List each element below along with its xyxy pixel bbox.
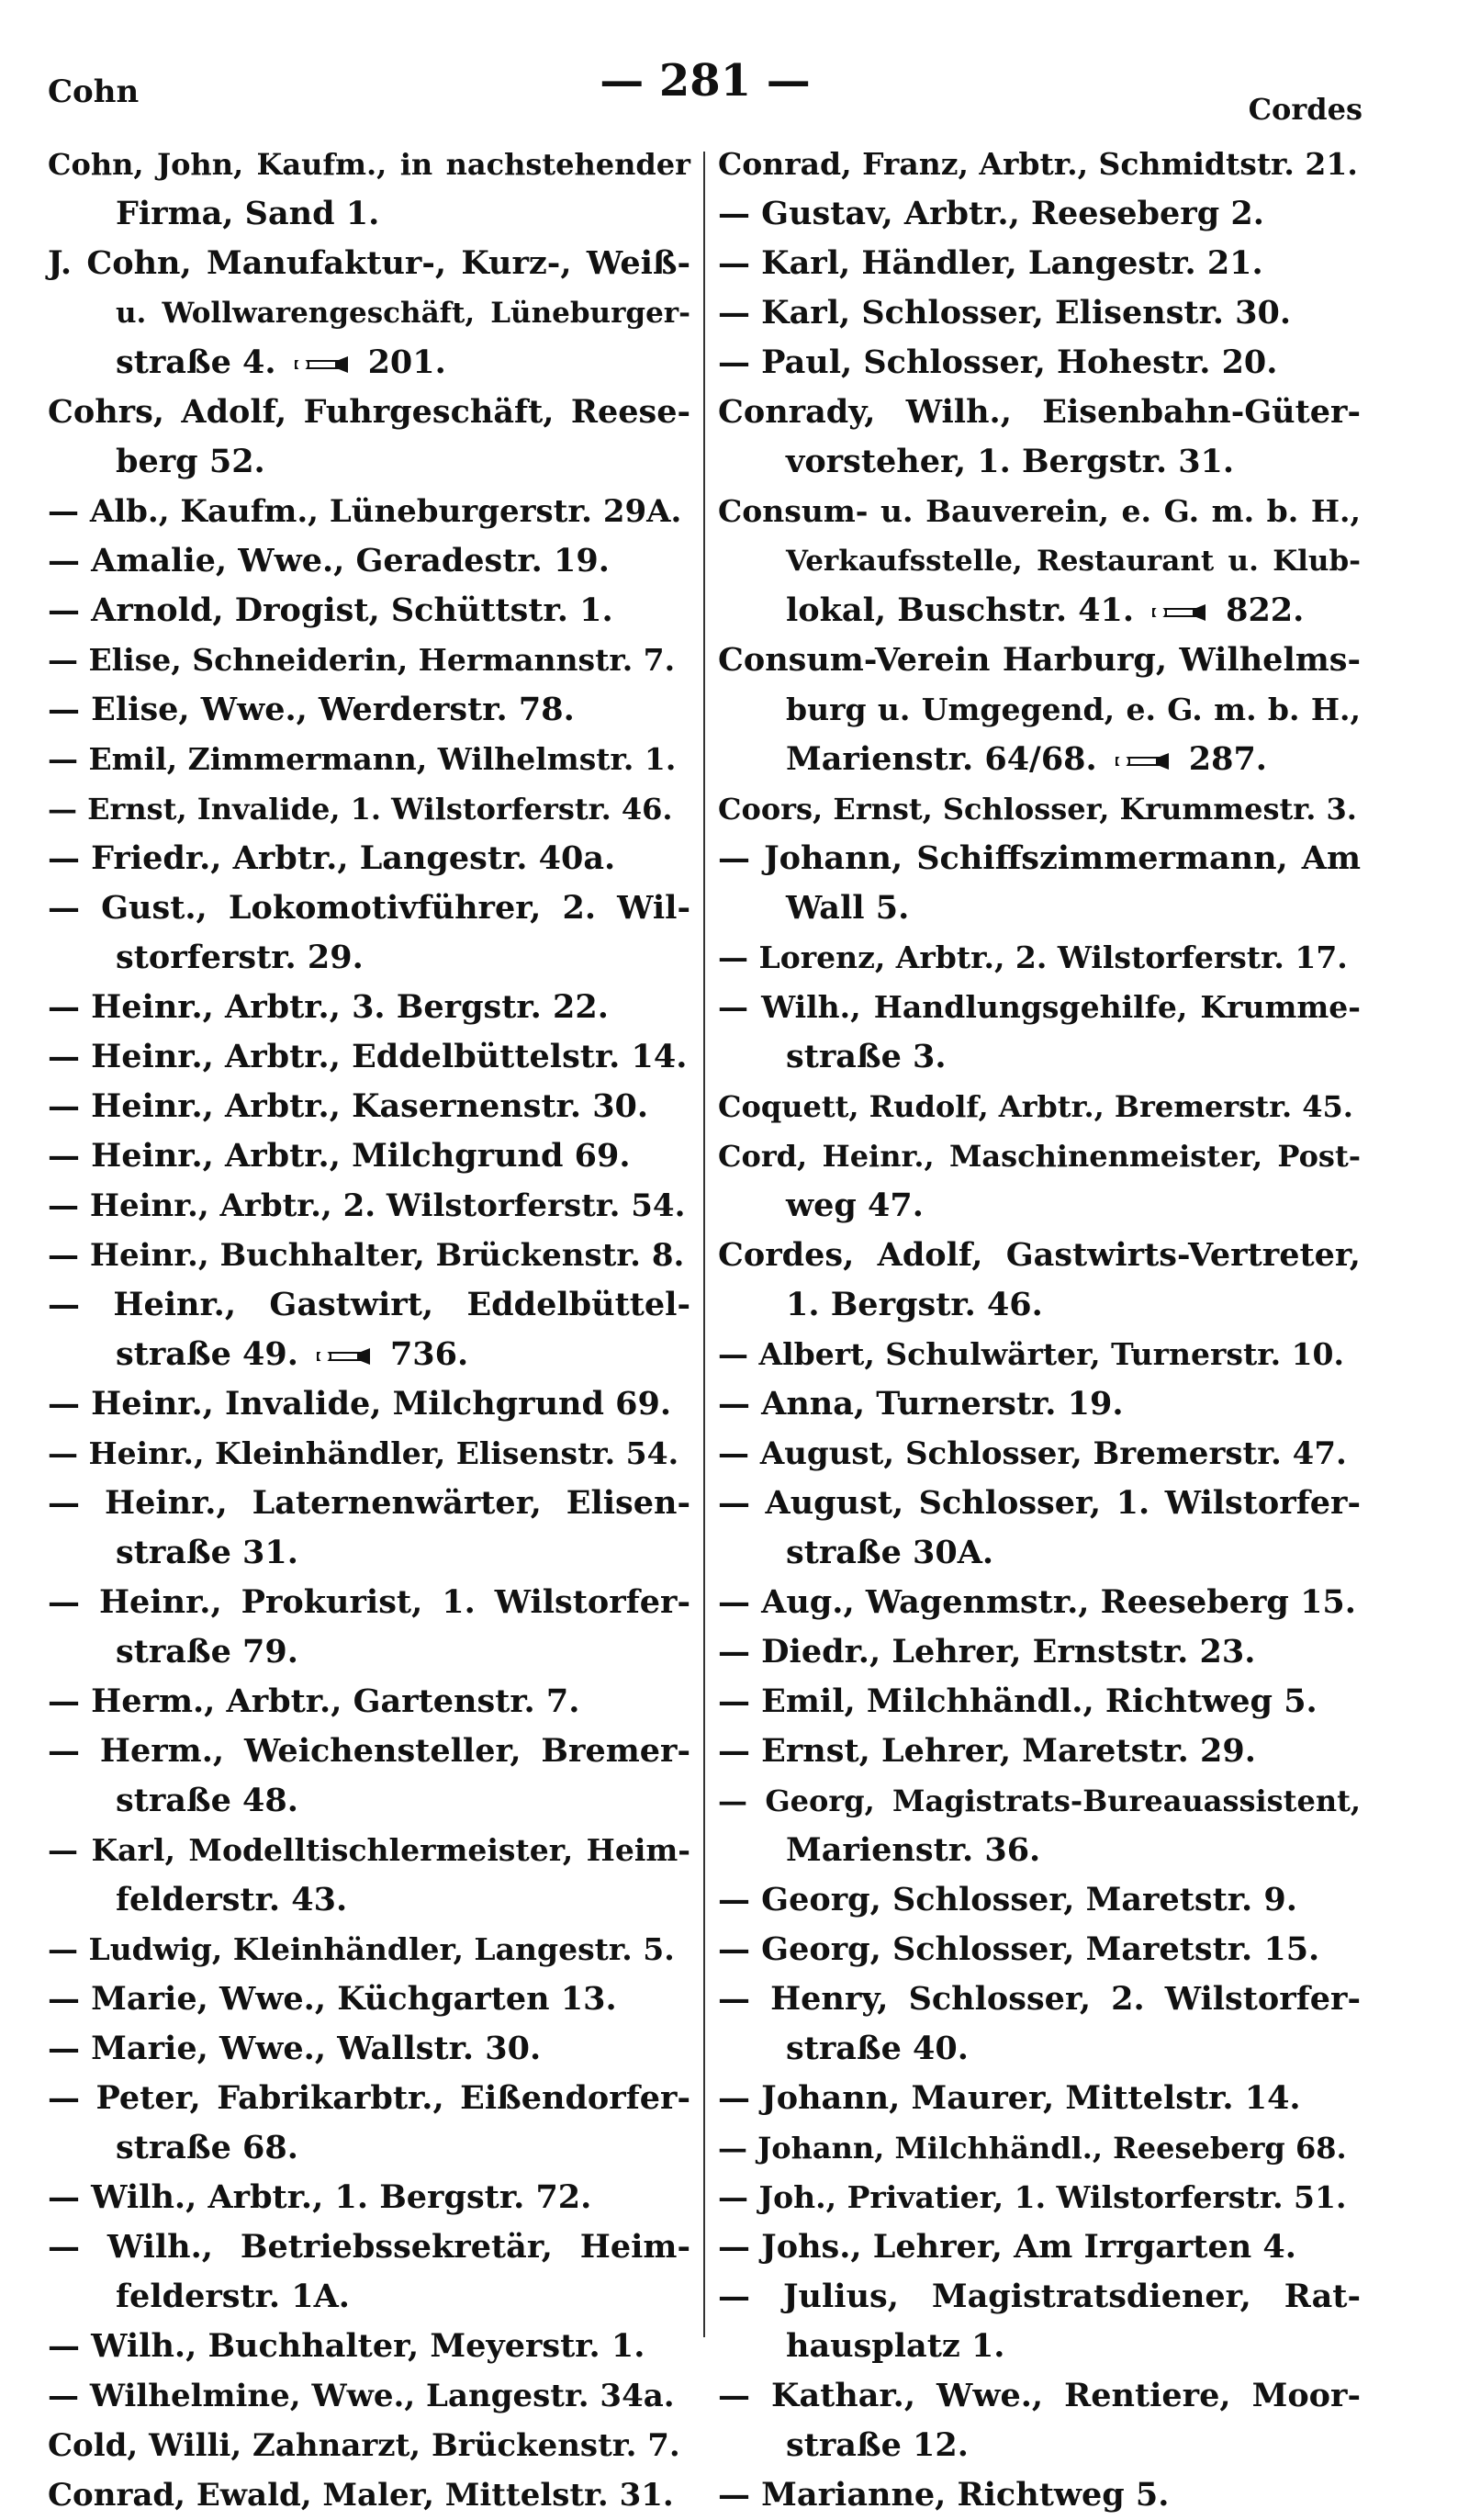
directory-line: straße 12.	[786, 2426, 969, 2464]
directory-line: — Henry, Schlosser, 2. Wilstorfer-	[718, 1980, 1361, 2018]
directory-line: Coors, Ernst, Schlosser, Krummestr. 3.	[718, 792, 1357, 827]
directory-line: Wall 5.	[786, 889, 910, 927]
directory-line: Verkaufsstelle, Restaurant u. Klub-	[786, 545, 1361, 578]
directory-line: — Heinr., Kleinhändler, Elisenstr. 54.	[48, 1435, 679, 1471]
running-head-right: Cordes	[1248, 92, 1362, 127]
directory-line: straße 40.	[786, 2030, 969, 2067]
directory-line: — Karl, Modelltischlermeister, Heim-	[48, 1832, 690, 1868]
directory-line: — Lorenz, Arbtr., 2. Wilstorferstr. 17.	[718, 939, 1348, 975]
telephone-number: 201.	[367, 343, 446, 381]
directory-line: storferstr. 29.	[116, 939, 364, 976]
directory-line: straße 68.	[116, 2129, 298, 2166]
directory-line: — Herm., Arbtr., Gartenstr. 7.	[48, 1682, 580, 1720]
directory-line: — Anna, Turnerstr. 19.	[718, 1385, 1124, 1423]
directory-line: J. Cohn, Manufaktur-, Kurz-, Weiß-	[48, 244, 690, 282]
directory-line: — Heinr., Arbtr., 3. Bergstr. 22.	[48, 988, 609, 1026]
directory-line: — Wilh., Handlungsgehilfe, Krumme-	[718, 989, 1361, 1025]
column-divider	[703, 152, 705, 2337]
directory-line: — Alb., Kaufm., Lüneburgerstr. 29A.	[48, 493, 682, 530]
directory-line: 1. Bergstr. 46.	[786, 1286, 1043, 1323]
directory-line: straße 30A.	[786, 1534, 994, 1571]
directory-line: — Karl, Händler, Langestr. 21.	[718, 244, 1263, 282]
directory-line	[48, 338, 690, 388]
directory-line: — Wilh., Buchhalter, Meyerstr. 1.	[48, 2327, 645, 2365]
entry-text: Marienstr. 64/68.	[786, 740, 1097, 778]
directory-line: felderstr. 1A.	[116, 2278, 350, 2315]
entry-text: straße 49.	[116, 1335, 298, 1373]
directory-line: — Wilh., Arbtr., 1. Bergstr. 72.	[48, 2178, 592, 2216]
directory-line: — Amalie, Wwe., Geradestr. 19.	[48, 542, 610, 579]
directory-line: u. Wollwarengeschäft, Lüneburger-	[116, 297, 690, 330]
directory-line: weg 47.	[786, 1187, 924, 1224]
telephone-icon	[1110, 749, 1176, 773]
page-header	[48, 55, 1362, 127]
right-column	[718, 140, 1361, 2520]
directory-line: — Heinr., Arbtr., 2. Wilstorferstr. 54.	[48, 1187, 686, 1224]
directory-line: — Peter, Fabrikarbtr., Eißendorfer-	[48, 2079, 690, 2117]
directory-line: Consum- u. Bauverein, e. G. m. b. H.,	[718, 493, 1361, 529]
directory-line: — Ernst, Lehrer, Maretstr. 29.	[718, 1732, 1256, 1770]
directory-line: — Friedr., Arbtr., Langestr. 40a.	[48, 839, 616, 877]
directory-line: — Johann, Schiffszimmermann, Am	[718, 839, 1361, 877]
directory-line: — August, Schlosser, 1. Wilstorfer-	[718, 1484, 1361, 1522]
page-number: — 281 —	[600, 55, 811, 107]
directory-line: Conrad, Franz, Arbtr., Schmidtstr. 21.	[718, 146, 1358, 182]
directory-line: burg u. Umgegend, e. G. m. b. H.,	[786, 692, 1361, 727]
directory-line: straße 48.	[116, 1782, 298, 1819]
directory-line: — Wilh., Betriebssekretär, Heim-	[48, 2228, 690, 2266]
directory-line: Cordes, Adolf, Gastwirts-Vertreter,	[718, 1236, 1361, 1274]
directory-line: — August, Schlosser, Bremerstr. 47.	[718, 1435, 1347, 1472]
directory-line: Cohrs, Adolf, Fuhrgeschäft, Reese-	[48, 393, 690, 431]
directory-line: — Heinr., Arbtr., Kasernenstr. 30.	[48, 1087, 649, 1125]
directory-line: — Gust., Lokomotivführer, 2. Wil-	[48, 889, 690, 927]
directory-line: — Elise, Schneiderin, Hermannstr. 7.	[48, 642, 676, 678]
directory-line: — Heinr., Invalide, Milchgrund 69.	[48, 1385, 672, 1423]
directory-line: — Johann, Maurer, Mittelstr. 14.	[718, 2079, 1301, 2117]
directory-line: — Julius, Magistratsdiener, Rat-	[718, 2278, 1361, 2315]
telephone-number: 736.	[389, 1335, 469, 1373]
directory-line: — Ernst, Invalide, 1. Wilstorferstr. 46.	[48, 792, 673, 827]
directory-line: Coquett, Rudolf, Arbtr., Bremerstr. 45.	[718, 1089, 1353, 1124]
entry-text: lokal, Buschstr. 41.	[786, 591, 1135, 629]
directory-line: berg 52.	[116, 443, 265, 480]
directory-line: Firma, Sand 1.	[116, 195, 380, 232]
directory-line: — Johann, Milchhändl., Reeseberg 68.	[718, 2131, 1347, 2166]
directory-line: Conrady, Wilh., Eisenbahn-Güter-	[718, 393, 1361, 431]
directory-line: — Marie, Wwe., Wallstr. 30.	[48, 2030, 542, 2067]
entry-text: straße 4.	[116, 343, 276, 381]
telephone-number: 822.	[1226, 591, 1305, 629]
left-column	[48, 140, 690, 2520]
directory-line: hausplatz 1.	[786, 2327, 1005, 2365]
directory-line: Marienstr. 36.	[786, 1831, 1041, 1869]
directory-line: — Georg, Schlosser, Maretstr. 15.	[718, 1930, 1320, 1968]
directory-line	[718, 586, 1361, 636]
directory-line: — Albert, Schulwärter, Turnerstr. 10.	[718, 1336, 1344, 1372]
directory-line: — Kathar., Wwe., Rentiere, Moor-	[718, 2377, 1361, 2414]
telephone-icon	[289, 353, 355, 377]
directory-line: vorsteher, 1. Bergstr. 31.	[786, 443, 1235, 480]
directory-line: — Paul, Schlosser, Hohestr. 20.	[718, 343, 1278, 381]
directory-line: — Elise, Wwe., Werderstr. 78.	[48, 691, 575, 728]
running-head-left: Cohn	[48, 73, 140, 110]
directory-line: Cold, Willi, Zahnarzt, Brückenstr. 7.	[48, 2427, 680, 2464]
directory-line: — Emil, Milchhändl., Richtweg 5.	[718, 1682, 1318, 1720]
directory-line: Cord, Heinr., Maschinenmeister, Post-	[718, 1139, 1361, 1174]
directory-line: — Georg, Magistrats-Bureauassistent,	[718, 1783, 1361, 1818]
directory-line: Conrad, Ewald, Maler, Mittelstr. 31.	[48, 2477, 674, 2514]
directory-line: — Heinr., Prokurist, 1. Wilstorfer-	[48, 1583, 690, 1621]
directory-line: Consum-Verein Harburg, Wilhelms-	[718, 641, 1361, 679]
directory-line: — Heinr., Laternenwärter, Elisen-	[48, 1484, 690, 1522]
directory-line: — Johs., Lehrer, Am Irrgarten 4.	[718, 2228, 1296, 2266]
directory-line: — Diedr., Lehrer, Ernststr. 23.	[718, 1633, 1256, 1671]
directory-line: — Heinr., Arbtr., Milchgrund 69.	[48, 1137, 631, 1175]
directory-line: — Joh., Privatier, 1. Wilstorferstr. 51.	[718, 2179, 1347, 2215]
directory-line: — Heinr., Gastwirt, Eddelbüttel-	[48, 1286, 690, 1323]
directory-line: felderstr. 43.	[116, 1881, 348, 1918]
directory-line: — Aug., Wagenmstr., Reeseberg 15.	[718, 1583, 1356, 1621]
telephone-icon	[1147, 601, 1213, 624]
directory-line: — Arnold, Drogist, Schüttstr. 1.	[48, 591, 613, 629]
telephone-icon	[311, 1344, 377, 1368]
directory-line: — Marie, Wwe., Küchgarten 13.	[48, 1980, 617, 2018]
telephone-number: 287.	[1188, 740, 1267, 778]
directory-line	[48, 1330, 690, 1379]
directory-line: — Georg, Schlosser, Maretstr. 9.	[718, 1881, 1297, 1918]
directory-line: straße 3.	[786, 1038, 947, 1075]
directory-line: — Marianne, Richtweg 5.	[718, 2476, 1170, 2514]
directory-line: Cohn, John, Kaufm., in nachstehender	[48, 147, 690, 182]
directory-line: — Herm., Weichensteller, Bremer-	[48, 1732, 690, 1770]
directory-line: — Heinr., Buchhalter, Brückenstr. 8.	[48, 1237, 685, 1274]
directory-line: — Karl, Schlosser, Elisenstr. 30.	[718, 294, 1292, 332]
directory-line: straße 31.	[116, 1534, 298, 1571]
directory-line	[718, 735, 1361, 784]
directory-line: — Wilhelmine, Wwe., Langestr. 34a.	[48, 2378, 675, 2414]
directory-line: — Heinr., Arbtr., Eddelbüttelstr. 14.	[48, 1038, 688, 1075]
directory-line: — Gustav, Arbtr., Reeseberg 2.	[718, 195, 1264, 232]
directory-line: — Ludwig, Kleinhändler, Langestr. 5.	[48, 1931, 675, 1967]
directory-line: — Emil, Zimmermann, Wilhelmstr. 1.	[48, 741, 677, 777]
directory-line: straße 79.	[116, 1633, 298, 1671]
